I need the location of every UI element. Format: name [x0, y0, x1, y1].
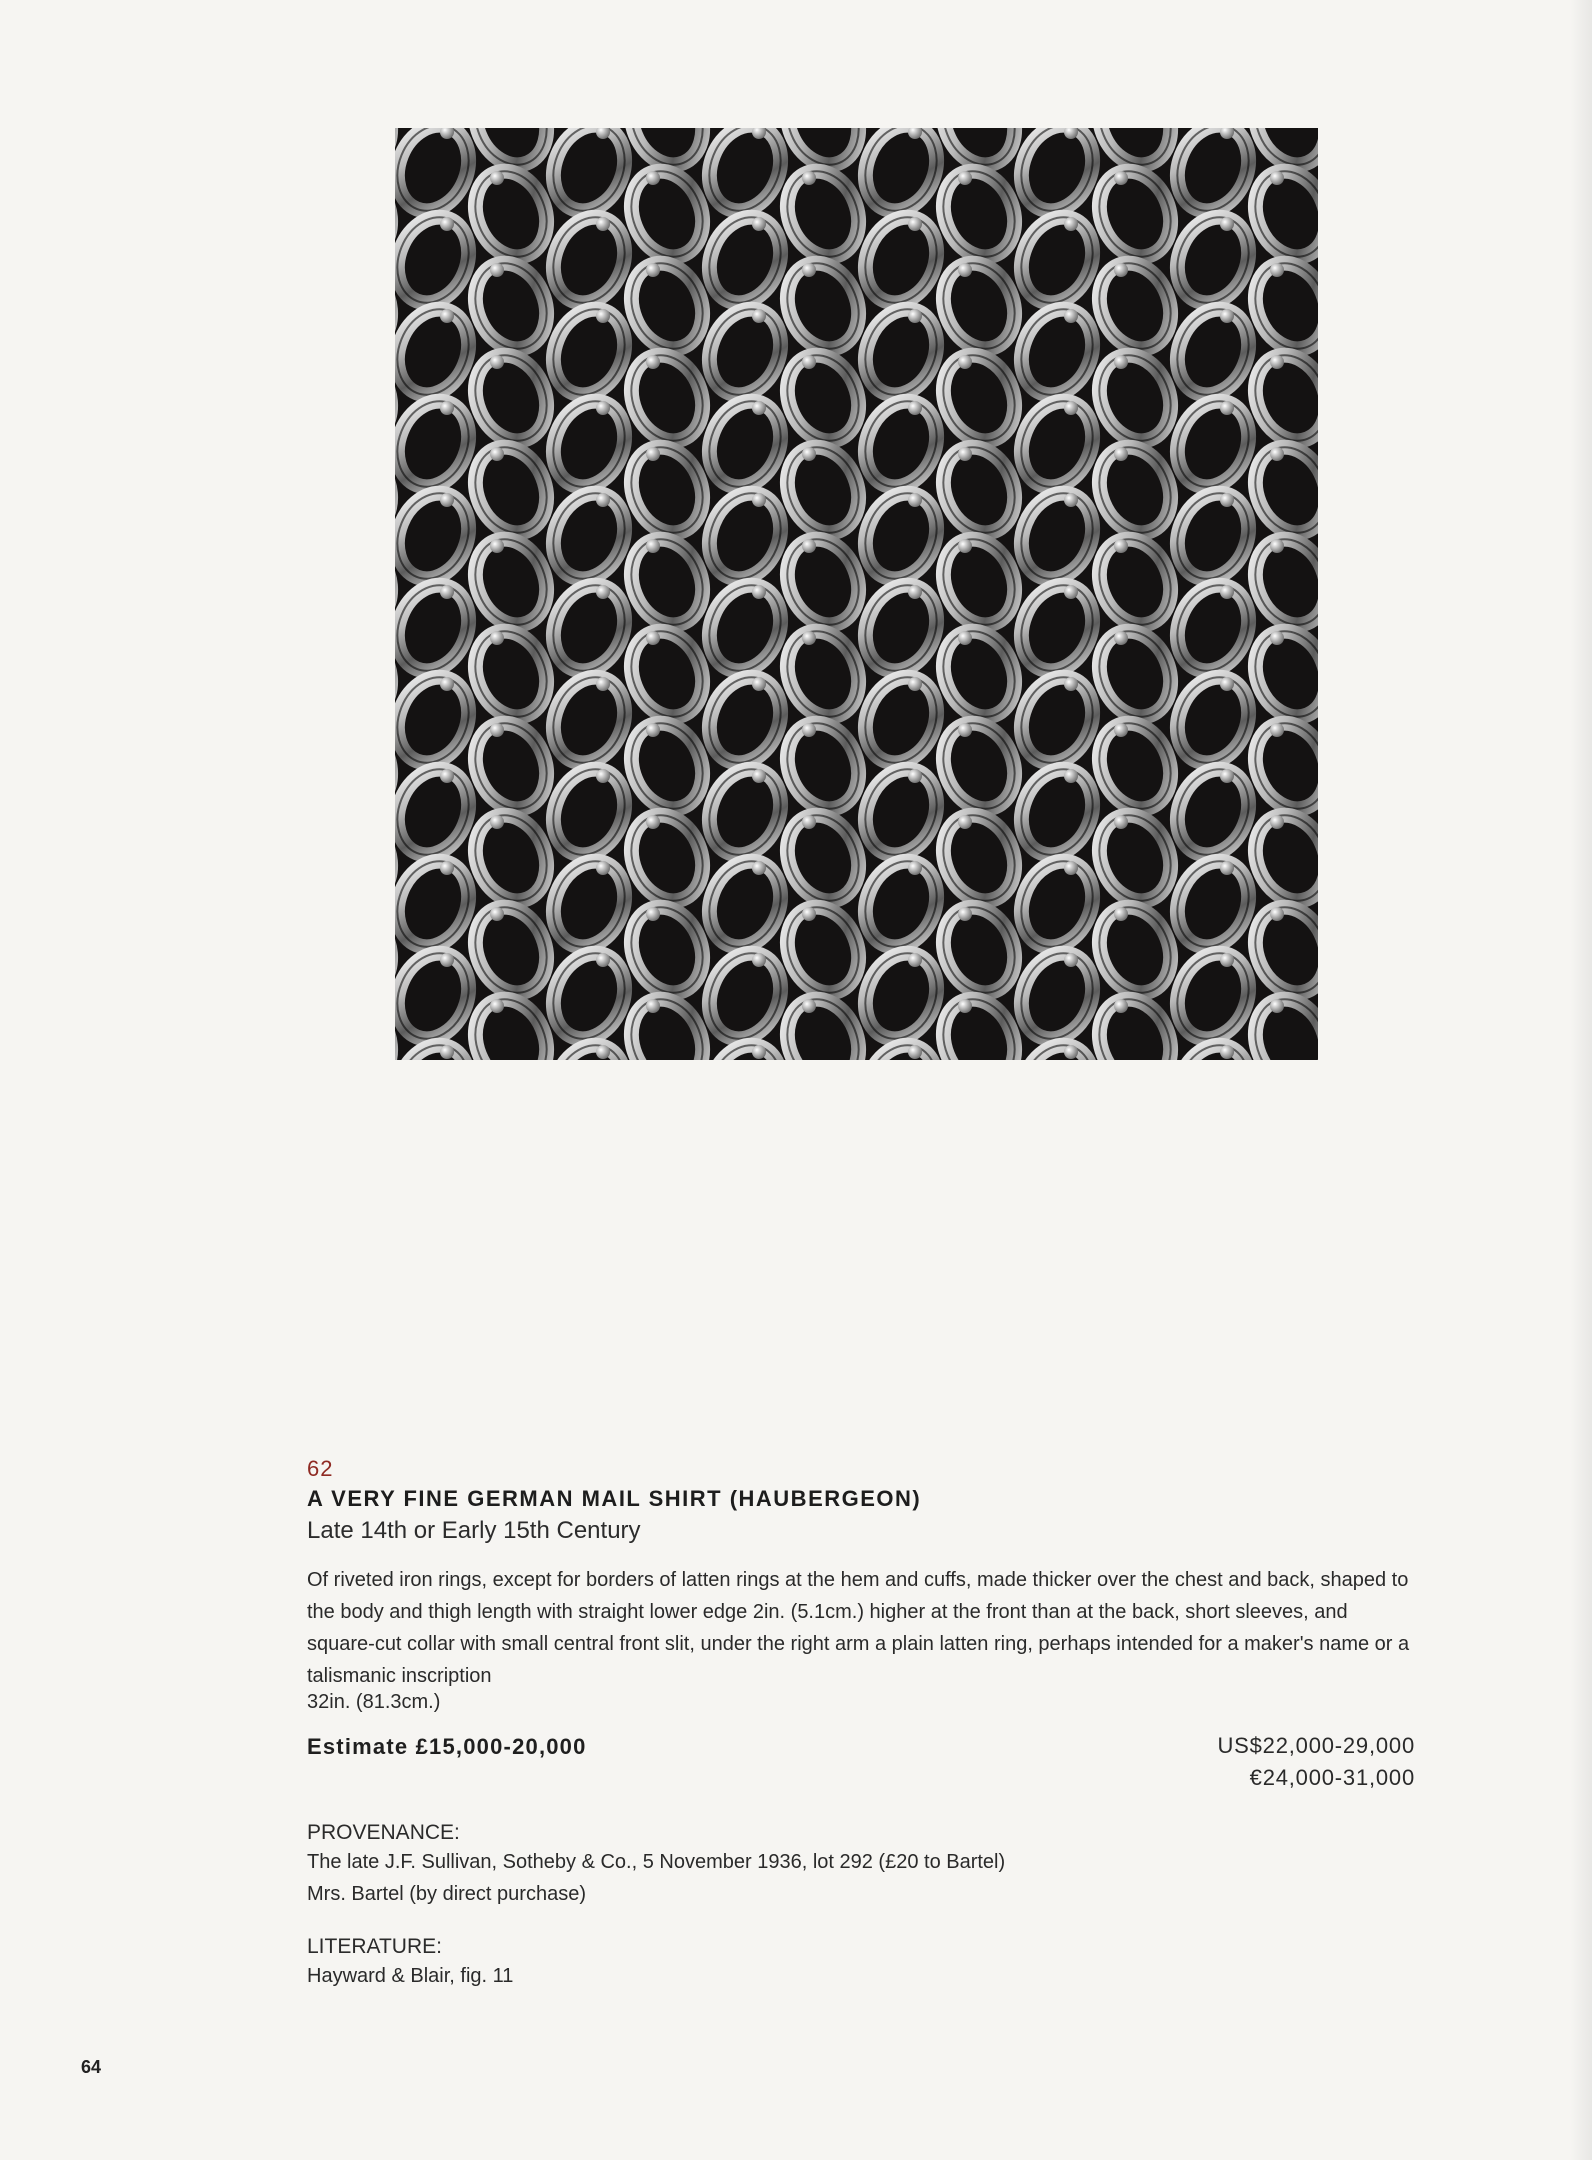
lot-number: 62 [307, 1456, 334, 1481]
estimate-usd: US$22,000-29,000 [1217, 1733, 1415, 1758]
lot-date: Late 14th or Early 15th Century [307, 1517, 641, 1544]
lot-description: Of riveted iron rings, except for borders of latten rings at the hem and cuffs, made thicker over the chest and back, shaped to the body and thigh length with straight lower edge 2in. (5.1cm.) higher at the front than at the back, short sleeves, and square-cut collar with small central front slit, under the right arm a plain latten ring, perhaps intended for a maker's name or a talismanic inscription [307, 1569, 1410, 1687]
provenance-label: PROVENANCE: [307, 1821, 460, 1844]
provenance-line: Mrs. Bartel (by direct purchase) [307, 1883, 586, 1905]
mail-rings-image [395, 128, 1318, 1060]
lot-measurement: 32in. (81.3cm.) [307, 1691, 441, 1713]
mail-shirt-photo [395, 128, 1318, 1060]
estimate-conversions [1217, 1730, 1415, 1794]
estimate-eur: €24,000-31,000 [1249, 1765, 1415, 1790]
lot-estimate: Estimate £15,000-20,000 [307, 1734, 587, 1759]
literature-line: Hayward & Blair, fig. 11 [307, 1965, 514, 1987]
literature-label: LITERATURE: [307, 1935, 442, 1958]
page-number: 64 [81, 2057, 102, 2077]
page-edge-shadow [1570, 0, 1592, 2160]
provenance-line: The late J.F. Sullivan, Sotheby & Co., 5 November 1936, lot 292 (£20 to Bartel) [307, 1851, 1006, 1873]
lot-title: A VERY FINE GERMAN MAIL SHIRT (HAUBERGEON) [307, 1486, 922, 1511]
